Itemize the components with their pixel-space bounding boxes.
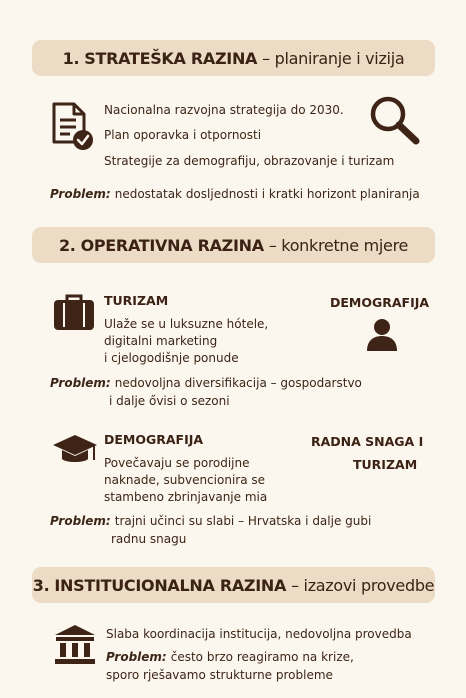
demografija-line-3: stambeno zbrinjavanje mia (104, 490, 268, 504)
demografija-problem-1 (50, 513, 371, 530)
magnifier-icon (368, 94, 422, 146)
institution-item: Slaba koordinacija institucija, nedovoljna provedba (106, 627, 412, 641)
section-3-problem-1 (106, 649, 354, 666)
problem-label: Problem: (50, 187, 111, 201)
turizam-line-3: i cjelogodišnje ponude (104, 351, 239, 365)
section-3-number: 3. (32, 575, 50, 595)
strategy-item-3: Strategije za demografiju, obrazovanje i turizam (104, 154, 395, 168)
problem-label: Problem: (50, 514, 111, 528)
turizam-problem-1 (50, 375, 362, 392)
section-1-subtitle: – planiranje i vizija (262, 48, 405, 68)
section-3-banner (32, 567, 435, 603)
section-3-title: INSTITUCIONALNA RAZINA (54, 575, 287, 595)
section-2-subtitle: – konkretne mjere (268, 235, 409, 255)
section-1-number: 1. (62, 48, 80, 68)
turizam-line-2: digitalni marketing (104, 334, 218, 348)
problem-text: nedostatak dosljednosti i kratki horizont planiranja (114, 187, 420, 201)
turizam-line-1: Ulaže se u luksuzne hótele, (104, 317, 269, 331)
demografija-problem-2: radnu snagu (111, 532, 187, 546)
side-label-radna-snaga-1: RADNA SNAGA I (311, 434, 424, 449)
problem-text: često brzo reagiramo na krize, (170, 650, 354, 664)
section-2-number: 2. (58, 235, 76, 255)
problem-text: trajni učinci su slabi – Hrvatska i dalje gubi (114, 514, 372, 528)
demografija-line-2: naknade, subvencionira se (104, 473, 266, 487)
section-1-banner (32, 40, 435, 76)
section-1-problem (50, 186, 420, 203)
demografija-label: DEMOGRAFIJA (104, 432, 204, 447)
problem-text: nedovoljna diversifikacija – gospodarstvo (114, 376, 362, 390)
side-label-radna-snaga-2: TURIZAM (353, 457, 418, 472)
turizam-problem-2: i dalje ővisi o sezoni (109, 394, 230, 408)
section-1-title: STRATEŠKA RAZINA (84, 48, 258, 68)
graduation-cap-icon (52, 433, 98, 467)
turizam-label: TURIZAM (104, 293, 169, 308)
demografija-line-1: Povečavaju se porodijne (104, 456, 250, 470)
section-2-title: OPERATIVNA RAZINA (80, 235, 264, 255)
person-icon (366, 318, 398, 352)
side-label-demografija: DEMOGRAFIJA (330, 295, 430, 310)
strategy-item-2: Plan oporavka i otpornosti (104, 128, 262, 142)
section-3-problem-2: sporo rješavamo strukturne probleme (106, 668, 333, 682)
section-2-banner (32, 227, 435, 263)
institution-building-icon (54, 624, 96, 666)
document-check-icon (50, 102, 96, 152)
strategy-item-1: Nacionalna razvojna strategija do 2030. (104, 103, 344, 117)
section-3-subtitle: – izazovi provedbe (291, 575, 435, 595)
problem-label: Problem: (50, 376, 111, 390)
suitcase-icon (53, 292, 95, 332)
problem-label: Problem: (106, 650, 167, 664)
